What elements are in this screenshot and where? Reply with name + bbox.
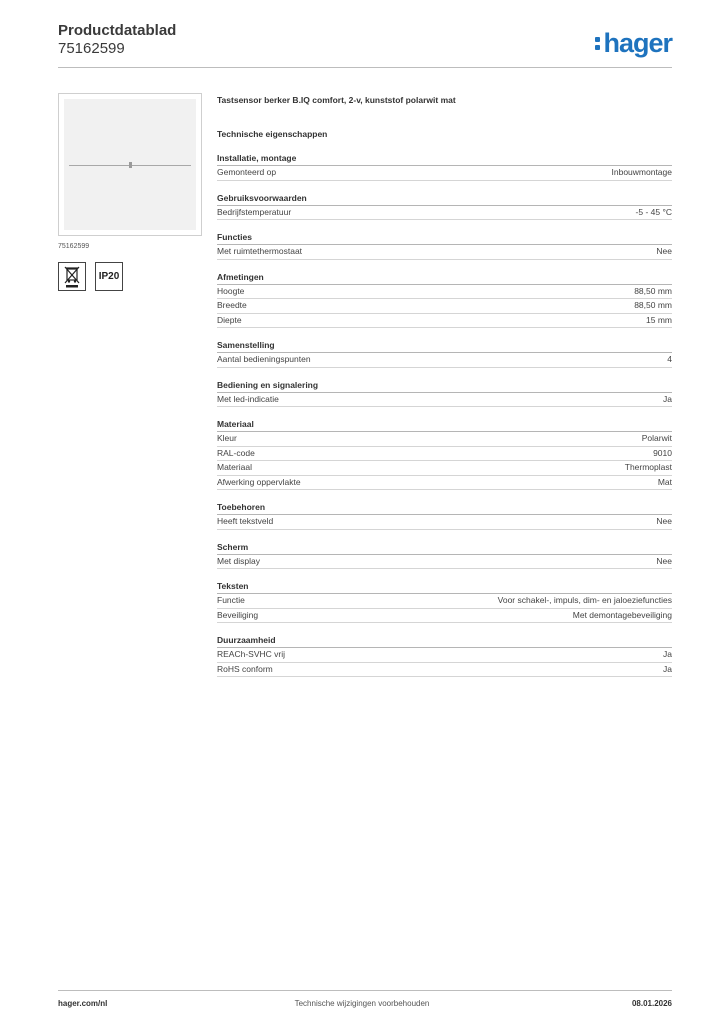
spec-label: Kleur — [217, 433, 237, 443]
spec-group-title: Bediening en signalering — [217, 379, 672, 393]
spec-groups — [217, 152, 672, 677]
spec-row — [217, 166, 672, 181]
spec-label: Aantal bedieningspunten — [217, 354, 311, 364]
spec-label: RAL-code — [217, 447, 255, 458]
spec-row — [217, 447, 672, 462]
spec-value: Nee — [656, 516, 672, 526]
document-number: 75162599 — [58, 40, 125, 57]
spec-group-title: Functies — [217, 231, 672, 245]
footer-date: 08.01.2026 — [631, 999, 672, 1008]
crossed-out-wheelie-bin-icon — [59, 263, 85, 290]
spec-row — [217, 353, 672, 368]
spec-row — [217, 314, 672, 329]
spec-value: Inbouwmontage — [611, 167, 672, 177]
spec-row — [217, 393, 672, 408]
header-divider — [58, 67, 672, 68]
spec-label: Beveiliging — [217, 609, 259, 620]
spec-group-title: Toebehoren — [217, 501, 672, 515]
spec-group-title: Afmetingen — [217, 271, 672, 285]
spec-group-title: Materiaal — [217, 418, 672, 432]
footer-disclaimer: Technische wijzigingen voorbehouden — [294, 999, 430, 1008]
spec-value: Nee — [656, 555, 672, 566]
spec-group — [217, 634, 672, 677]
spec-group — [217, 192, 672, 221]
spec-row — [217, 609, 672, 624]
spec-value: Met demontagebeveiliging — [572, 609, 672, 620]
spec-value: Voor schakel-, impuls, dim- en jaloeziefuncties — [497, 595, 672, 605]
ip-rating-badge: IP20 — [95, 262, 123, 291]
spec-label: Diepte — [217, 314, 242, 325]
spec-group-title: Gebruiksvoorwaarden — [217, 192, 672, 206]
spec-label: Materiaal — [217, 462, 252, 472]
technical-properties-heading: Technische eigenschappen — [217, 129, 328, 139]
spec-value: Ja — [663, 393, 672, 404]
spec-group-title: Duurzaamheid — [217, 634, 672, 648]
spec-label: Afwerking oppervlakte — [217, 476, 301, 487]
spec-label: Met display — [217, 555, 260, 566]
spec-value: Nee — [656, 246, 672, 256]
spec-group-title: Installatie, montage — [217, 152, 672, 166]
spec-label: Gemonteerd op — [217, 167, 277, 177]
spec-label: Bedrijfstemperatuur — [217, 206, 292, 217]
spec-value: Mat — [657, 476, 672, 487]
spec-group-title: Scherm — [217, 541, 672, 555]
logo-text: hager — [603, 28, 672, 58]
document-title: Productdatablad — [58, 22, 177, 39]
product-image-surface — [64, 99, 196, 230]
specifications — [217, 93, 672, 677]
product-image-led — [129, 162, 132, 168]
spec-value: 88,50 mm — [634, 300, 672, 310]
spec-row — [217, 299, 672, 314]
spec-value: Ja — [663, 663, 672, 674]
weee-badge — [58, 262, 86, 291]
spec-value: 4 — [667, 354, 672, 364]
spec-value: -5 - 45 °C — [635, 206, 672, 217]
spec-group-title: Samenstelling — [217, 339, 672, 353]
spec-row — [217, 594, 672, 609]
spec-value: Ja — [663, 649, 672, 659]
spec-row — [217, 461, 672, 476]
spec-row — [217, 432, 672, 447]
spec-row — [217, 476, 672, 491]
spec-row — [217, 515, 672, 530]
spec-row — [217, 648, 672, 663]
footer-website: hager.com/nl — [58, 999, 108, 1008]
spec-label: Hoogte — [217, 285, 245, 296]
spec-group — [217, 501, 672, 530]
spec-group — [217, 379, 672, 408]
footer-divider — [58, 990, 672, 991]
spec-row — [217, 285, 672, 300]
spec-group — [217, 231, 672, 260]
spec-label: Breedte — [217, 300, 247, 310]
spec-value: 9010 — [653, 447, 672, 458]
spec-label: Heeft tekstveld — [217, 516, 274, 526]
spec-row — [217, 555, 672, 570]
spec-label: REACh-SVHC vrij — [217, 649, 286, 659]
spec-group — [217, 541, 672, 570]
spec-label: Met led-indicatie — [217, 393, 279, 404]
logo-dots-icon — [595, 32, 601, 52]
spec-label: Met ruimtethermostaat — [217, 246, 303, 256]
spec-value: Thermoplast — [624, 462, 672, 472]
hager-logo — [595, 28, 672, 58]
spec-row — [217, 663, 672, 678]
spec-group-title: Teksten — [217, 580, 672, 594]
spec-value: 88,50 mm — [634, 285, 672, 296]
spec-group — [217, 152, 672, 181]
product-image-caption: 75162599 — [58, 243, 90, 250]
spec-row — [217, 245, 672, 260]
product-image — [58, 93, 202, 236]
spec-group — [217, 271, 672, 329]
spec-group — [217, 339, 672, 368]
spec-label: Functie — [217, 595, 245, 605]
spec-group — [217, 418, 672, 490]
spec-value: Polarwit — [641, 433, 672, 443]
spec-group — [217, 580, 672, 623]
spec-value: 15 mm — [646, 314, 672, 325]
product-title: Tastsensor berker B.IQ comfort, 2-v, kunststof polarwit mat — [217, 95, 456, 105]
spec-row — [217, 206, 672, 221]
page-header — [58, 22, 176, 58]
spec-label: RoHS conform — [217, 663, 273, 674]
